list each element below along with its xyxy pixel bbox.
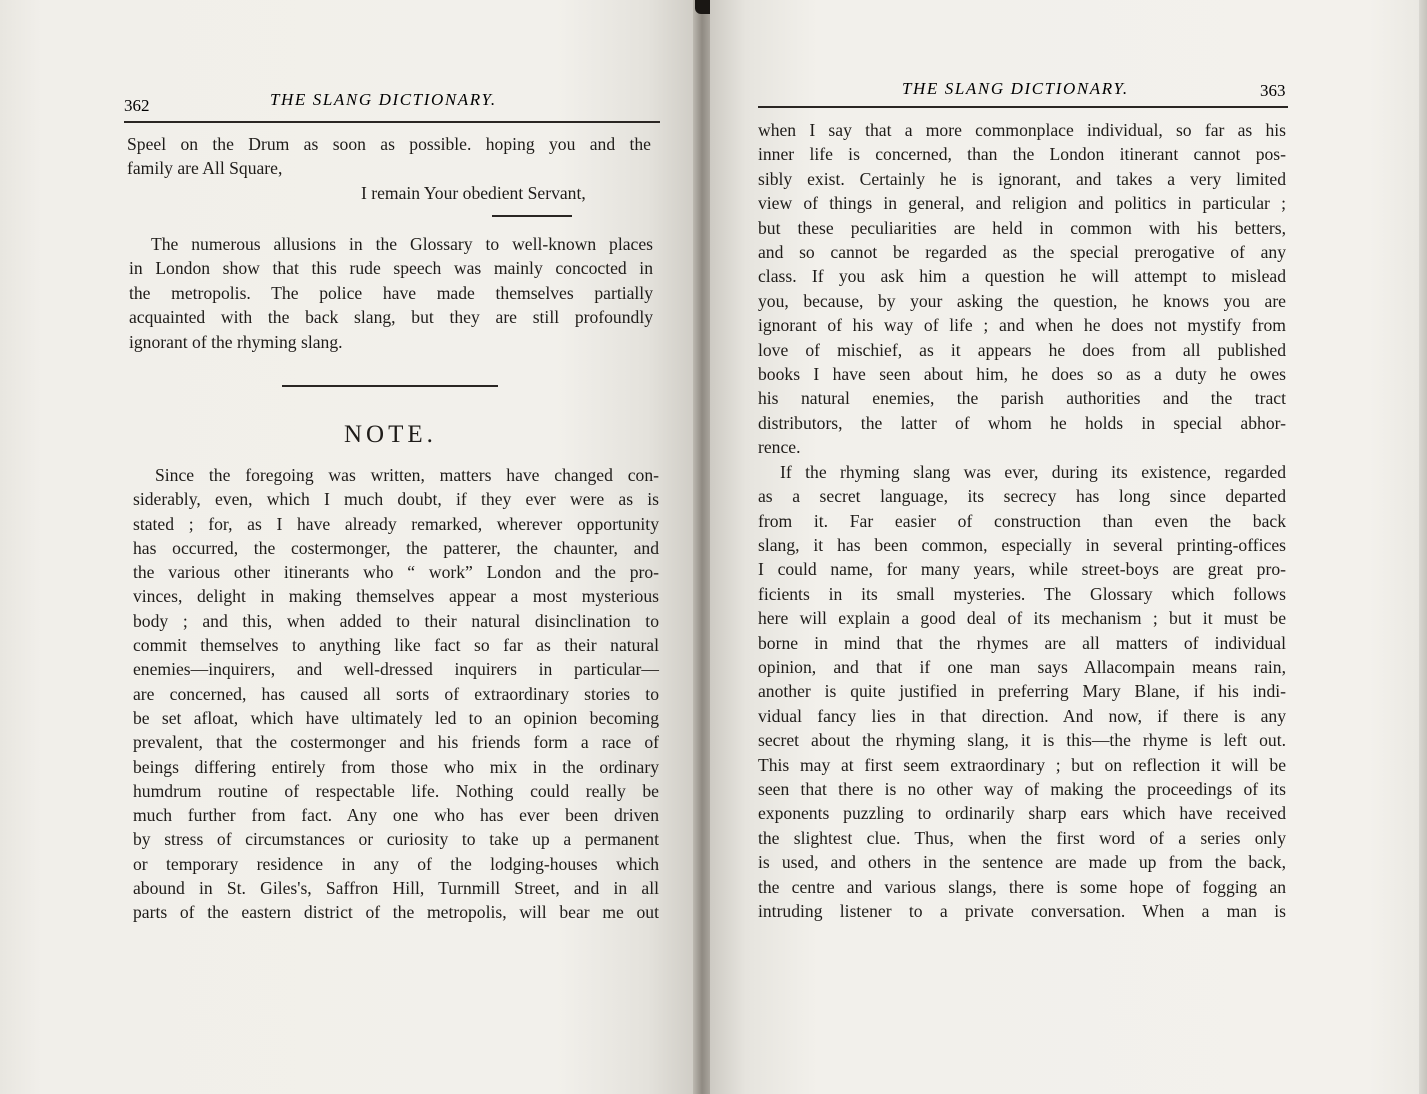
text-line: borne in mind that the rhymes are all matters of individual [758,632,1286,653]
text-line: humdrum routine of respectable life. Nothing could really be [133,780,659,801]
text-line: or temporary residence in any of the lodging-houses which [133,853,659,874]
section-rule [492,215,572,217]
text-line: acquainted with the back slang, but they are still profoundly [129,307,653,328]
text-line: beings differing entirely from those who mix in the ordinary [133,756,659,777]
note-paragraph [133,463,659,925]
text-line: enemies—inquirers, and well-dressed inquirers in particular— [133,659,659,680]
text-line: has occurred, the costermonger, the patterer, the chaunter, and [133,537,659,558]
text-line: seen that there is no other way of making the proceedings of its [758,778,1286,799]
text-line: from it. Far easier of construction than even the back [758,510,1286,531]
text-line: rence. [758,437,801,458]
text-line: another is quite justified in preferring Mary Blane, if his indi- [758,681,1286,702]
text-line: sibly exist. Certainly he is ignorant, and takes a very limited [758,168,1286,189]
running-title: THE SLANG DICTIONARY. [902,79,1129,98]
letter-ending [127,132,651,205]
text-line: Speel on the Drum as soon as possible. hoping you and the [127,134,651,154]
text-line: in London show that this rude speech was mainly concocted in [129,258,653,279]
section-rule [282,385,498,387]
text-line: his natural enemies, the parish authorities and the tract [758,388,1286,409]
text-line: view of things in general, and religion and politics in particular ; [758,193,1286,214]
page-number: 362 [124,96,150,115]
text-line: opinion, and that if one man says Allacompain means rain, [758,656,1286,677]
text-line: you, because, by your asking the question, he knows you are [758,290,1286,311]
text-line: parts of the eastern district of the metropolis, will bear me out [133,902,659,923]
text-line: the slightest clue. Thus, when the first word of a series only [758,827,1286,848]
text-line: siderably, even, which I much doubt, if they ever were as is [133,489,659,510]
page-number: 363 [1260,81,1286,100]
text-line: is used, and others in the sentence are made up from the back, [758,852,1286,873]
text-line: Since the foregoing was written, matters have changed con- [155,465,659,485]
running-title: THE SLANG DICTIONARY. [270,90,497,109]
text-line: If the rhyming slang was ever, during its existence, regarded [780,461,1286,482]
text-line: exponents puzzling to ordinarily sharp ears which have received [758,803,1286,824]
text-line: the various other itinerants who “ work” London and the pro- [133,562,659,583]
letter-closing: I remain Your obedient Servant, [361,182,586,203]
text-line: The numerous allusions in the Glossary to well-known places [151,234,653,254]
text-line: family are All Square, [127,158,283,179]
text-line: commit themselves to anything like fact so far as their natural [133,635,659,656]
text-line: when I say that a more commonplace individual, so far as his [758,120,1286,140]
text-line: are concerned, has caused all sorts of extraordinary stories to [133,683,659,704]
text-line: the centre and various slangs, there is some hope of fogging an [758,876,1286,897]
right-page [710,0,1427,1094]
left-page [0,0,696,1094]
text-line: much further from fact. Any one who has ever been driven [133,805,659,826]
text-line: This may at first seem extraordinary ; but on reflection it will be [758,754,1286,775]
text-line: here will explain a good deal of its mechanism ; but it must be [758,608,1286,629]
text-line: intruding listener to a private conversation. When a man is [758,901,1286,921]
text-line: as a secret language, its secrecy has long since departed [758,486,1286,507]
text-line: love of mischief, as it appears he does from all published [758,339,1286,360]
text-line: prevalent, that the costermonger and his friends form a race of [133,732,659,753]
paragraph [129,232,653,354]
text-line: by stress of circumstances or curiosity to take up a permanent [133,829,659,850]
text-line: class. If you ask him a question he will attempt to mislead [758,266,1286,287]
header-rule [758,106,1288,108]
text-line: ignorant of his way of life ; and when he does not mystify from [758,315,1286,336]
text-line: inner life is concerned, than the London itinerant cannot pos- [758,144,1286,165]
text-line: distributors, the latter of whom he holds in special abhor- [758,412,1286,433]
text-line: body ; and this, when added to their natural disinclination to [133,610,659,631]
text-line: I could name, for many years, while street-boys are great pro- [758,559,1286,580]
page-edge [1419,0,1427,1094]
text-line: and so cannot be regarded as the special prerogative of any [758,242,1286,263]
text-line: but these peculiarities are held in common with his betters, [758,217,1286,238]
text-line: ficients in its small mysteries. The Glossary which follows [758,583,1286,604]
note-heading: NOTE. [344,421,437,448]
text-line: stated ; for, as I have already remarked, wherever opportunity [133,513,659,534]
text-line: abound in St. Giles's, Saffron Hill, Turnmill Street, and in all [133,878,659,899]
paragraph [758,118,1286,923]
text-line: be set afloat, which have ultimately led to an opinion becoming [133,707,659,728]
header-rule [124,121,660,123]
text-line: secret about the rhyming slang, it is this—the rhyme is left out. [758,730,1286,751]
text-line: slang, it has been common, especially in several printing-offices [758,534,1286,555]
text-line: vidual fancy lies in that direction. And now, if there is any [758,705,1286,726]
text-line: ignorant of the rhyming slang. [129,331,343,352]
text-line: books I have seen about him, he does so as a duty he owes [758,364,1286,385]
text-line: vinces, delight in making themselves appear a most mysterious [133,586,659,607]
text-line: the metropolis. The police have made themselves partially [129,282,653,303]
